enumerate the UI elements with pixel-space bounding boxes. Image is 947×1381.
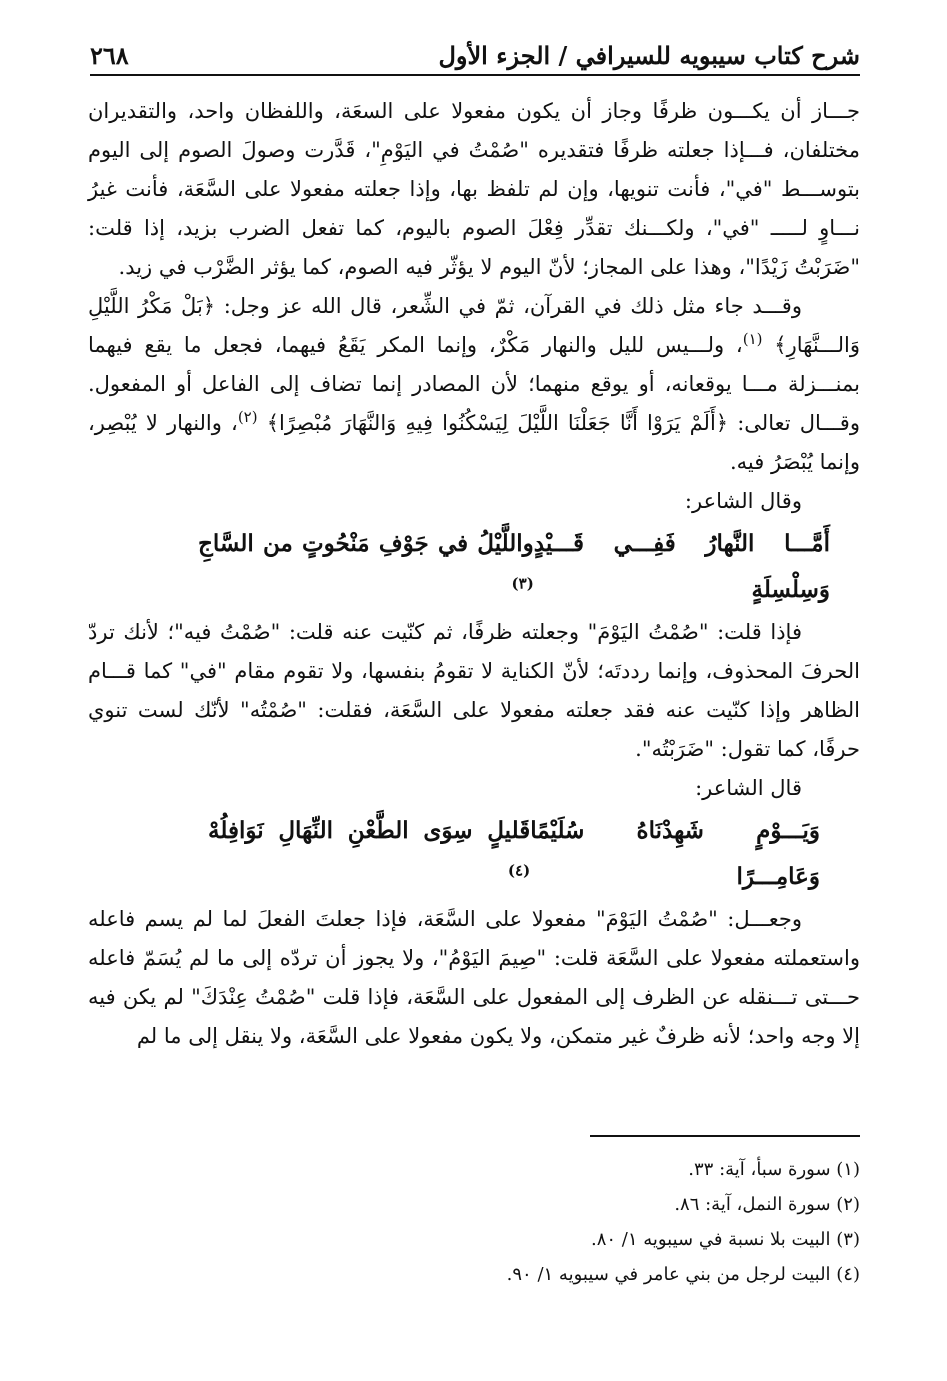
footnote: (٢) سورة النمل، آية: ٨٦. xyxy=(674,1194,860,1215)
paragraph-text: وقـــد جاء مثل ذلك في القرآن، ثمّ في الشِّعر، قال الله عز وجل: ﴿بَلْ مَكْرُ اللَّيْلِ وَالـــنَّهَارِ﴾ xyxy=(88,294,860,357)
page-number: ٢٦٨ xyxy=(90,41,129,70)
footnote-ref[interactable]: (٢) xyxy=(237,408,258,426)
verse-second-hemistich: واللَّيْلُ في جَوْفِ مَنْحُوتٍ من السَّاجِ xyxy=(198,530,534,557)
main-text xyxy=(88,92,860,1056)
paragraph: جـــاز أن يكـــون ظرفًا وجاز أن يكون مفعولا على السعَة، واللفظان واحد، والتقديران مختلفان، فـــإذا جعلته ظرفًا فتقديره "صُمْتُ في اليَوْمِ"، قَدَّرت وصولَ الصوم إلى اليوم بتوســـط "في"، فأنت تنويها، وإن لم تلفظ بها، وإذا جعلته مفعولا على السَّعَة، فأنت غيرُ نـــاوٍ لـــــ "في"، ولكـــنك تقدِّر فِعْلَ الصوم باليوم، كما تفعل الضرب بزيد، إذا قلت: "ضَرَبْتُ زَيْدًا"، وهذا على المجاز؛ لأنّ اليوم لا يؤثّر فيه الصوم، كما يؤثر الضَّرْب في زيد. xyxy=(88,99,860,279)
verse-first-hemistich: أَمَّـــا النَّهارُ فَفِـــي قَـــيْدٍ وَسِلْسِلَةٍ xyxy=(533,530,830,603)
footnote: (٣) البيت بلا نسبة في سيبويه ١/ ٨٠. xyxy=(590,1229,860,1250)
paragraph: فإذا قلت: "صُمْتُ اليَوْمَ" وجعلته ظرفًا، ثم كنّيت عنه قلت: "صُمْتُ فيه"؛ لأنك تردّ الحرفَ المحذوف، وإنما رددتَه؛ لأنّ الكناية لا تقومُ بنفسها، ولا تقوم مقام "في" كما قـــام الظاهر وإذا كنّيت عنه فقد جعلته مفعولا على السَّعَة، فقلت: "صُمْتُه" لأنّك لست تنوي حرفًا، كما تقول: "ضَرَبْتُه". xyxy=(88,620,860,761)
verse-second-hemistich-wrap xyxy=(198,521,534,613)
verse-second-hemistich-wrap xyxy=(208,808,530,900)
paragraph xyxy=(88,287,860,482)
footnote-separator xyxy=(590,1135,860,1137)
verse-second-hemistich: قَليلٍ سِوَى الطَّعْنِ النِّهَالِ نَوَافِلُهْ xyxy=(208,817,531,844)
footnote: (٤) البيت لرجل من بني عامر في سيبويه ١/ ٩٠. xyxy=(506,1264,860,1285)
verse-line xyxy=(88,808,860,900)
footnote-ref[interactable]: (٤) xyxy=(507,861,531,880)
page-header xyxy=(90,30,860,70)
verse-line xyxy=(88,521,860,613)
poet-intro: وقال الشاعر: xyxy=(684,489,802,513)
footnote-ref[interactable]: (١) xyxy=(742,330,763,348)
paragraph-text: ، والنهار لا يُبْصِر، وإنما يُبْصَرُ فيه. xyxy=(88,411,860,474)
verse-first-hemistich: وَيَـــوْمٍ شَهِدْنَاهُ سُلَيْمًا وَعَامِـــرًا xyxy=(530,817,820,890)
footnotes xyxy=(300,1152,860,1292)
poet-intro: قال الشاعر: xyxy=(695,776,802,800)
footnote-ref[interactable]: (٣) xyxy=(511,574,534,593)
paragraph: وجعـــل: "صُمْتُ اليَوْمَ" مفعولا على السَّعَة، فإذا جعلتَ الفعلَ لما لم يسم فاعله واستعملته مفعولا على السَّعَة قلت: "صِيمَ اليَوْمُ"، ولا يجوز أن تردّه إلى ما لم يُسَمّ فاعله حـــتى تـــنقله عن الظرف إلى المفعول على السَّعَة، فإذا قلت "صُمْتُ عِنْدَكَ" لم يكن فيه إلا وجه واحد؛ لأنه ظرفٌ غير متمكن، ولا يكون مفعولا على السَّعَة، ولا ينقل إلى ما لم xyxy=(88,907,860,1048)
running-title: شرح كتاب سيبويه للسيرافي / الجزء الأول xyxy=(438,41,860,70)
header-rule xyxy=(90,74,860,76)
footnote: (١) سورة سبأ، آية: ٣٣. xyxy=(688,1159,860,1180)
paragraph-text: ، ولـــيس لليل والنهار مَكْرٌ، وإنما المكر يَقَعُ فيهما، فجعل ما يقع فيهما بمنـــزلة مـــا يوقعانه، أو يوقع منهما؛ لأن المصادر إنما تضاف إلى الفاعل أو المفعول. وقـــال تعالى: ﴿أَلَمْ يَرَوْا أَنَّا جَعَلْنَا اللَّيْلَ لِيَسْكُنُوا فِيهِ وَالنَّهَارَ مُبْصِرًا﴾ xyxy=(88,333,860,435)
